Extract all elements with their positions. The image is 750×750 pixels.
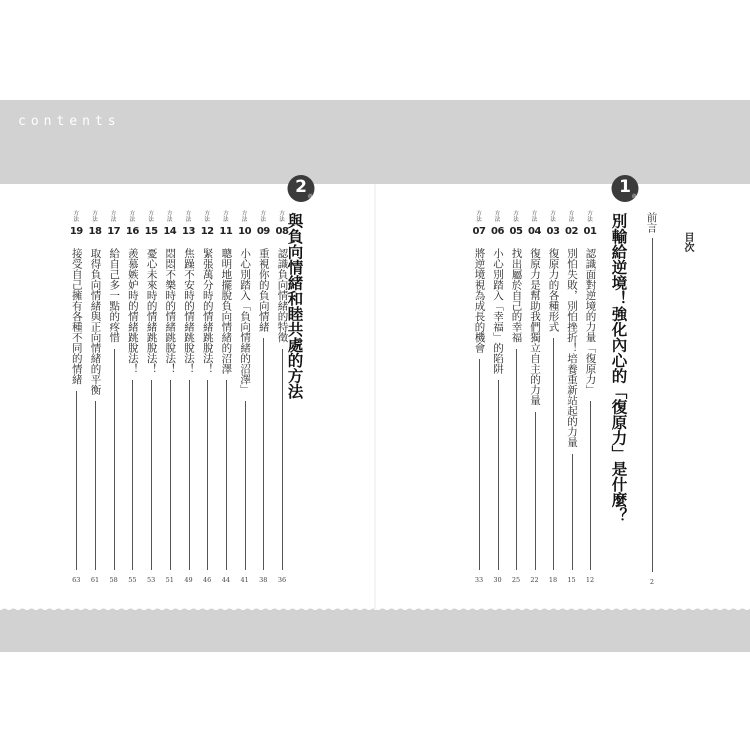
ch2-method-label-11: 方 法 (223, 211, 229, 223)
chapter-1-suffix: 章 (631, 194, 637, 200)
ch2-page-number-10: 41 (240, 576, 249, 584)
ch2-method-label-17: 方 法 (110, 211, 117, 223)
ch1-leader-line-02 (572, 454, 573, 571)
ch2-method-label-19: 方 法 (73, 211, 80, 223)
contents-label: contents (18, 114, 121, 129)
ch2-method-label-18: 方 法 (92, 211, 98, 223)
ch1-entry-title-01[interactable]: 認識面對逆境的力量「復原力」 (584, 248, 597, 395)
preface-leader-line (652, 238, 653, 572)
ch1-method-number-05: 05 (509, 226, 523, 237)
ch1-method-label-02: 方 法 (568, 211, 575, 223)
ch2-leader-line-10 (245, 401, 246, 570)
ch1-leader-line-03 (553, 338, 554, 570)
chapter-1-title[interactable]: 別輸給逆境！強化內心的「復原力」是什麼？ (609, 213, 628, 523)
ch2-leader-line-13 (189, 380, 190, 570)
ch2-method-number-18: 18 (88, 226, 102, 237)
chapter-2-suffix: 章 (307, 194, 313, 200)
ch1-leader-line-04 (535, 412, 536, 571)
ch1-entry-title-04[interactable]: 復原力是幫助我們獨立自主的力量 (529, 248, 541, 406)
header-band (0, 100, 750, 184)
ch2-leader-line-16 (132, 380, 133, 570)
ch2-leader-line-19 (76, 391, 77, 571)
ch2-method-label-08: 方 法 (279, 211, 285, 223)
ch2-leader-line-18 (95, 401, 96, 570)
ch2-entry-title-18[interactable]: 取得負向情緒與正向情緒的平衡 (89, 248, 102, 395)
ch1-method-number-04: 04 (528, 226, 541, 237)
ch2-entry-title-08[interactable]: 認識負向情緒的特徵 (276, 248, 289, 343)
ch1-method-label-07: 方 法 (476, 211, 482, 223)
chapter-2-title[interactable]: 與負向情緒和睦共處的方法 (285, 213, 304, 399)
ch2-method-number-17: 17 (107, 226, 121, 237)
ch1-method-label-05: 方 法 (513, 211, 519, 223)
ch2-entry-title-13[interactable]: 焦躁不安時的情緒跳脫法！ (183, 248, 195, 374)
ch2-method-number-13: 13 (182, 226, 195, 237)
ch1-page-number-01: 12 (585, 576, 595, 584)
ch2-entry-title-09[interactable]: 重視你的負向情緒 (257, 248, 270, 332)
ch1-method-number-06: 06 (491, 226, 504, 237)
ch2-method-label-16: 方 法 (129, 211, 136, 223)
ch2-method-label-09: 方 法 (260, 211, 267, 223)
ch2-method-number-19: 19 (69, 226, 83, 237)
ch2-page-number-17: 58 (109, 576, 118, 584)
chapter-2-number: 2 (295, 177, 307, 197)
ch2-page-number-12: 46 (203, 576, 212, 584)
book-spine (374, 184, 376, 610)
ch1-method-number-01: 01 (583, 226, 597, 237)
ch2-method-label-10: 方 法 (241, 211, 248, 223)
ch1-leader-line-01 (590, 401, 591, 570)
ch1-page-number-05: 25 (511, 576, 521, 584)
ch1-method-number-03: 03 (546, 226, 560, 237)
ch2-page-number-18: 61 (90, 576, 100, 584)
ch1-entry-title-05[interactable]: 找出屬於自己的幸福 (510, 248, 523, 343)
ch1-entry-title-06[interactable]: 小心別踏入「幸福」的陷阱 (492, 248, 504, 374)
chapter-1-number: 1 (619, 177, 631, 197)
ch2-entry-title-17[interactable]: 給自己多一點的疼惜 (108, 248, 121, 343)
ch1-method-label-06: 方 法 (494, 211, 501, 223)
ch1-page-number-07: 33 (474, 576, 484, 584)
chapter-1-badge (612, 175, 639, 202)
ch1-page-number-03: 18 (548, 576, 558, 584)
ch1-method-label-01: 方 法 (587, 211, 593, 223)
ch1-entry-title-07[interactable]: 將逆境視為成長的機會 (473, 248, 486, 353)
ch2-page-number-16: 55 (128, 576, 137, 584)
ch2-leader-line-09 (263, 338, 264, 570)
ch1-entry-title-03[interactable]: 復原力的各種形式 (547, 248, 560, 332)
preface-page: 2 (649, 578, 655, 586)
ch2-method-label-14: 方 法 (167, 211, 173, 223)
ch1-method-number-07: 07 (472, 226, 486, 237)
ch2-method-number-15: 15 (144, 226, 158, 237)
ch1-leader-line-05 (516, 349, 517, 571)
ch2-leader-line-17 (114, 349, 115, 571)
ch2-leader-line-14 (170, 380, 171, 570)
ch2-method-number-14: 14 (163, 226, 177, 237)
ch2-page-number-14: 51 (165, 576, 174, 584)
ch1-leader-line-06 (498, 380, 499, 570)
footer-band (0, 610, 750, 652)
ch2-entry-title-16[interactable]: 羨慕嫉妒時的情緒跳脫法！ (126, 248, 139, 374)
ch1-page-number-04: 22 (530, 576, 539, 584)
ch2-page-number-19: 63 (72, 576, 81, 584)
ch1-method-number-02: 02 (565, 226, 578, 237)
ch2-leader-line-15 (151, 380, 152, 570)
ch2-method-number-16: 16 (125, 226, 139, 237)
ch2-page-number-13: 49 (184, 576, 193, 584)
ch2-leader-line-12 (207, 380, 208, 570)
ch2-leader-line-11 (226, 380, 227, 570)
ch2-entry-title-14[interactable]: 悶悶不樂時的情緒跳脫法！ (164, 248, 177, 374)
ch2-leader-line-08 (282, 349, 283, 571)
ch2-method-number-09: 09 (256, 226, 270, 237)
ch2-method-number-11: 11 (219, 226, 233, 237)
ch2-method-label-15: 方 法 (148, 211, 154, 223)
ch1-page-number-06: 30 (493, 576, 502, 584)
ch2-entry-title-12[interactable]: 緊張萬分時的情緒跳脫法！ (201, 248, 214, 374)
ch2-entry-title-10[interactable]: 小心別踏入「負向情緒的沼澤」 (239, 248, 252, 395)
preface-label[interactable]: 前言 (645, 212, 658, 233)
ch1-method-label-04: 方 法 (531, 211, 538, 223)
ch1-entry-title-02[interactable]: 別怕失敗，別怕挫折！培養重新站起的力量 (566, 248, 578, 448)
chapter-2-badge (288, 175, 315, 202)
ch2-page-number-15: 53 (146, 576, 156, 584)
ch2-page-number-08: 36 (277, 576, 287, 584)
ch2-entry-title-19[interactable]: 接受自己擁有各種不同的情緒 (70, 248, 83, 385)
ch2-entry-title-11[interactable]: 聰明地擺脫負向情緒的沼澤 (220, 248, 233, 374)
ch2-entry-title-15[interactable]: 憂心未來時的情緒跳脫法！ (145, 248, 158, 374)
ch1-page-number-02: 15 (567, 576, 576, 584)
ch2-page-number-11: 44 (221, 576, 231, 584)
ch2-method-label-13: 方 法 (185, 211, 192, 223)
ch2-method-number-10: 10 (238, 226, 252, 237)
toc-title: 目次 (682, 232, 693, 252)
ch1-leader-line-07 (479, 359, 480, 570)
ch2-method-number-12: 12 (200, 226, 214, 237)
ch2-page-number-09: 38 (259, 576, 268, 584)
ch2-method-number-08: 08 (275, 226, 289, 237)
ch1-method-label-03: 方 法 (550, 211, 556, 223)
ch2-method-label-12: 方 法 (204, 211, 210, 223)
